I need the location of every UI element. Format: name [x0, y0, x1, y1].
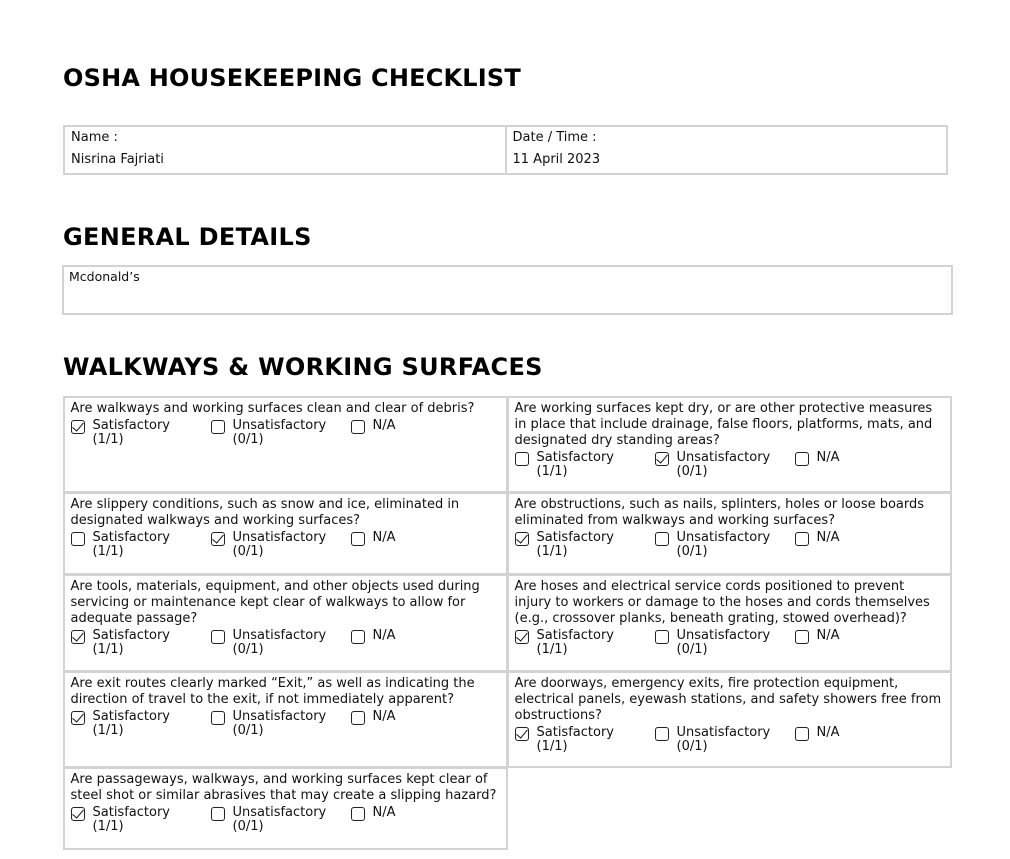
- option-label: Unsatisfactory: [232, 708, 327, 724]
- option-label: N/A: [372, 529, 396, 545]
- option-na[interactable]: [795, 531, 895, 559]
- option-label: N/A: [372, 417, 396, 433]
- checkbox-satisfactory[interactable]: [71, 532, 85, 546]
- option-unsatisfactory[interactable]: [655, 451, 795, 479]
- date-label: Date / Time :: [512, 130, 597, 145]
- option-label: Unsatisfactory: [232, 627, 327, 643]
- checkbox-unsatisfactory[interactable]: [211, 711, 225, 725]
- question-item: [63, 671, 508, 768]
- option-label: N/A: [372, 804, 396, 820]
- option-label: Unsatisfactory: [676, 449, 771, 465]
- option-unsatisfactory[interactable]: [211, 710, 351, 738]
- question-item: [63, 492, 508, 575]
- checkbox-satisfactory[interactable]: [71, 630, 85, 644]
- option-label-group: [93, 710, 170, 738]
- option-satisfactory[interactable]: [515, 451, 655, 479]
- option-label-group: [537, 531, 614, 559]
- option-score: (0/1): [232, 818, 264, 834]
- option-na[interactable]: [351, 806, 451, 834]
- general-details-field[interactable]: Mcdonald’s: [62, 265, 953, 315]
- option-score: (1/1): [536, 738, 568, 754]
- option-satisfactory[interactable]: [71, 629, 211, 657]
- option-unsatisfactory[interactable]: [655, 726, 795, 754]
- question-item: [507, 396, 952, 493]
- option-label: Unsatisfactory: [676, 627, 771, 643]
- question-text: Are hoses and electrical service cords positioned to prevent injury to workers or damage to the hoses and cords themselves (e.g., crossover planks, beneath grating, stowed overhead)?: [514, 578, 930, 626]
- option-unsatisfactory[interactable]: [211, 629, 351, 657]
- option-score: (1/1): [536, 641, 568, 657]
- checkbox-na[interactable]: [351, 532, 365, 546]
- option-unsatisfactory[interactable]: [655, 629, 795, 657]
- checkbox-unsatisfactory[interactable]: [211, 807, 225, 821]
- option-unsatisfactory[interactable]: [211, 531, 351, 559]
- option-na[interactable]: [795, 451, 895, 479]
- question-text: Are passageways, walkways, and working surfaces kept clear of steel shot or similar abrasives that may create a slipping hazard?: [70, 771, 497, 803]
- option-score: (1/1): [536, 543, 568, 559]
- answer-options: [71, 806, 500, 834]
- checkbox-unsatisfactory[interactable]: [211, 630, 225, 644]
- name-cell: [65, 127, 505, 173]
- checkbox-na[interactable]: [351, 630, 365, 644]
- answer-options: [515, 531, 944, 559]
- option-label-group: [537, 726, 614, 754]
- option-label-group: [537, 451, 614, 479]
- option-label-group: [677, 726, 771, 754]
- option-satisfactory[interactable]: [71, 710, 211, 738]
- option-label: Satisfactory: [92, 627, 170, 643]
- option-label: N/A: [372, 627, 396, 643]
- option-na[interactable]: [351, 629, 451, 657]
- checkbox-na[interactable]: [795, 452, 809, 466]
- option-score: (0/1): [232, 722, 264, 738]
- checkbox-unsatisfactory[interactable]: [211, 420, 225, 434]
- question-item: [507, 671, 952, 768]
- option-label-group: [373, 531, 396, 545]
- option-label-group: [93, 419, 170, 447]
- option-label-group: [93, 806, 170, 834]
- option-score: (1/1): [92, 431, 124, 447]
- checkbox-na[interactable]: [351, 420, 365, 434]
- question-text: Are obstructions, such as nails, splinters, holes or loose boards eliminated from walkways and working surfaces?: [514, 496, 925, 528]
- option-label: Satisfactory: [536, 627, 614, 643]
- checkbox-satisfactory[interactable]: [71, 420, 85, 434]
- date-cell: [505, 127, 947, 173]
- answer-options: [71, 419, 500, 447]
- option-label: Unsatisfactory: [232, 417, 327, 433]
- checkbox-satisfactory[interactable]: [515, 727, 529, 741]
- checkbox-na[interactable]: [351, 711, 365, 725]
- option-score: (1/1): [92, 641, 124, 657]
- option-score: (1/1): [92, 543, 124, 559]
- inspector-info-table: [63, 125, 948, 175]
- option-na[interactable]: [351, 710, 451, 738]
- checkbox-na[interactable]: [795, 630, 809, 644]
- option-label-group: [677, 531, 771, 559]
- option-label: Unsatisfactory: [676, 724, 771, 740]
- option-score: (1/1): [92, 818, 124, 834]
- question-item: [507, 492, 952, 575]
- answer-options: [71, 629, 500, 657]
- option-label: N/A: [816, 449, 840, 465]
- question-text: Are tools, materials, equipment, and other objects used during servicing or maintenance kept clear of walkways to allow for adequate passage?: [70, 578, 480, 626]
- checkbox-na[interactable]: [795, 532, 809, 546]
- question-text: Are slippery conditions, such as snow and ice, eliminated in designated walkways and working surfaces?: [70, 496, 460, 528]
- option-score: (0/1): [232, 641, 264, 657]
- question-item: [63, 574, 508, 672]
- checkbox-na[interactable]: [795, 727, 809, 741]
- option-label-group: [817, 726, 840, 740]
- question-item: [63, 396, 508, 493]
- option-label-group: [233, 710, 327, 738]
- option-na[interactable]: [795, 726, 895, 754]
- option-label-group: [233, 531, 327, 559]
- option-label-group: [93, 629, 170, 657]
- option-label-group: [677, 451, 771, 479]
- option-label: N/A: [816, 627, 840, 643]
- question-grid: [63, 396, 951, 849]
- answer-options: [71, 531, 500, 559]
- option-label: Satisfactory: [92, 417, 170, 433]
- option-label: Unsatisfactory: [232, 529, 327, 545]
- option-label: N/A: [816, 724, 840, 740]
- question-text: Are working surfaces kept dry, or are other protective measures in place that include drainage, false floors, platforms, mats, and designated dry standing areas?: [514, 400, 933, 448]
- checkbox-satisfactory[interactable]: [515, 452, 529, 466]
- answer-options: [71, 710, 500, 738]
- walkways-heading: WALKWAYS & WORKING SURFACES: [63, 353, 543, 381]
- option-satisfactory[interactable]: [515, 726, 655, 754]
- answer-options: [515, 629, 944, 657]
- general-details-heading: GENERAL DETAILS: [63, 223, 312, 251]
- option-unsatisfactory[interactable]: [211, 419, 351, 447]
- option-label-group: [93, 531, 170, 559]
- option-score: (0/1): [676, 641, 708, 657]
- question-text: Are exit routes clearly marked “Exit,” as well as indicating the direction of travel to the exit, if not immediately apparent?: [70, 675, 475, 707]
- option-satisfactory[interactable]: [515, 629, 655, 657]
- option-label-group: [537, 629, 614, 657]
- option-label: Satisfactory: [92, 529, 170, 545]
- option-label-group: [373, 806, 396, 820]
- option-satisfactory[interactable]: [515, 531, 655, 559]
- option-label: Satisfactory: [536, 449, 614, 465]
- answer-options: [515, 726, 944, 754]
- question-text: Are doorways, emergency exits, fire protection equipment, electrical panels, eyewash stations, and safety showers free from obstructions?: [514, 675, 942, 723]
- name-label: Name :: [71, 130, 118, 145]
- option-na[interactable]: [351, 419, 451, 447]
- option-label-group: [373, 629, 396, 643]
- option-satisfactory[interactable]: [71, 419, 211, 447]
- option-score: (0/1): [232, 431, 264, 447]
- option-label-group: [233, 629, 327, 657]
- checkbox-unsatisfactory[interactable]: [655, 452, 669, 466]
- option-na[interactable]: [795, 629, 895, 657]
- option-label-group: [677, 629, 771, 657]
- checkbox-unsatisfactory[interactable]: [655, 532, 669, 546]
- checkbox-satisfactory[interactable]: [71, 807, 85, 821]
- question-item: [507, 574, 952, 672]
- option-unsatisfactory[interactable]: [655, 531, 795, 559]
- option-label-group: [817, 451, 840, 465]
- name-value[interactable]: Nisrina Fajriati: [71, 152, 164, 167]
- option-label: Satisfactory: [92, 708, 170, 724]
- question-text: Are walkways and working surfaces clean and clear of debris?: [70, 400, 475, 416]
- question-item: [63, 767, 508, 850]
- option-score: (0/1): [676, 463, 708, 479]
- option-label-group: [817, 629, 840, 643]
- option-label-group: [233, 419, 327, 447]
- option-label: N/A: [816, 529, 840, 545]
- option-score: (1/1): [536, 463, 568, 479]
- option-label: Satisfactory: [92, 804, 170, 820]
- option-label: N/A: [372, 708, 396, 724]
- option-label-group: [817, 531, 840, 545]
- option-label: Unsatisfactory: [232, 804, 327, 820]
- option-label-group: [233, 806, 327, 834]
- checkbox-unsatisfactory[interactable]: [211, 532, 225, 546]
- checkbox-na[interactable]: [351, 807, 365, 821]
- option-label: Satisfactory: [536, 724, 614, 740]
- option-label: Satisfactory: [536, 529, 614, 545]
- answer-options: [515, 451, 944, 479]
- page-title: OSHA HOUSEKEEPING CHECKLIST: [63, 64, 521, 92]
- checkbox-unsatisfactory[interactable]: [655, 727, 669, 741]
- option-score: (1/1): [92, 722, 124, 738]
- checkbox-unsatisfactory[interactable]: [655, 630, 669, 644]
- checkbox-satisfactory[interactable]: [515, 532, 529, 546]
- option-score: (0/1): [232, 543, 264, 559]
- option-na[interactable]: [351, 531, 451, 559]
- option-score: (0/1): [676, 543, 708, 559]
- checkbox-satisfactory[interactable]: [71, 711, 85, 725]
- option-unsatisfactory[interactable]: [211, 806, 351, 834]
- option-label-group: [373, 419, 396, 433]
- option-label: Unsatisfactory: [676, 529, 771, 545]
- checkbox-satisfactory[interactable]: [515, 630, 529, 644]
- option-label-group: [373, 710, 396, 724]
- option-satisfactory[interactable]: [71, 531, 211, 559]
- option-score: (0/1): [676, 738, 708, 754]
- date-value[interactable]: 11 April 2023: [512, 152, 601, 167]
- option-satisfactory[interactable]: [71, 806, 211, 834]
